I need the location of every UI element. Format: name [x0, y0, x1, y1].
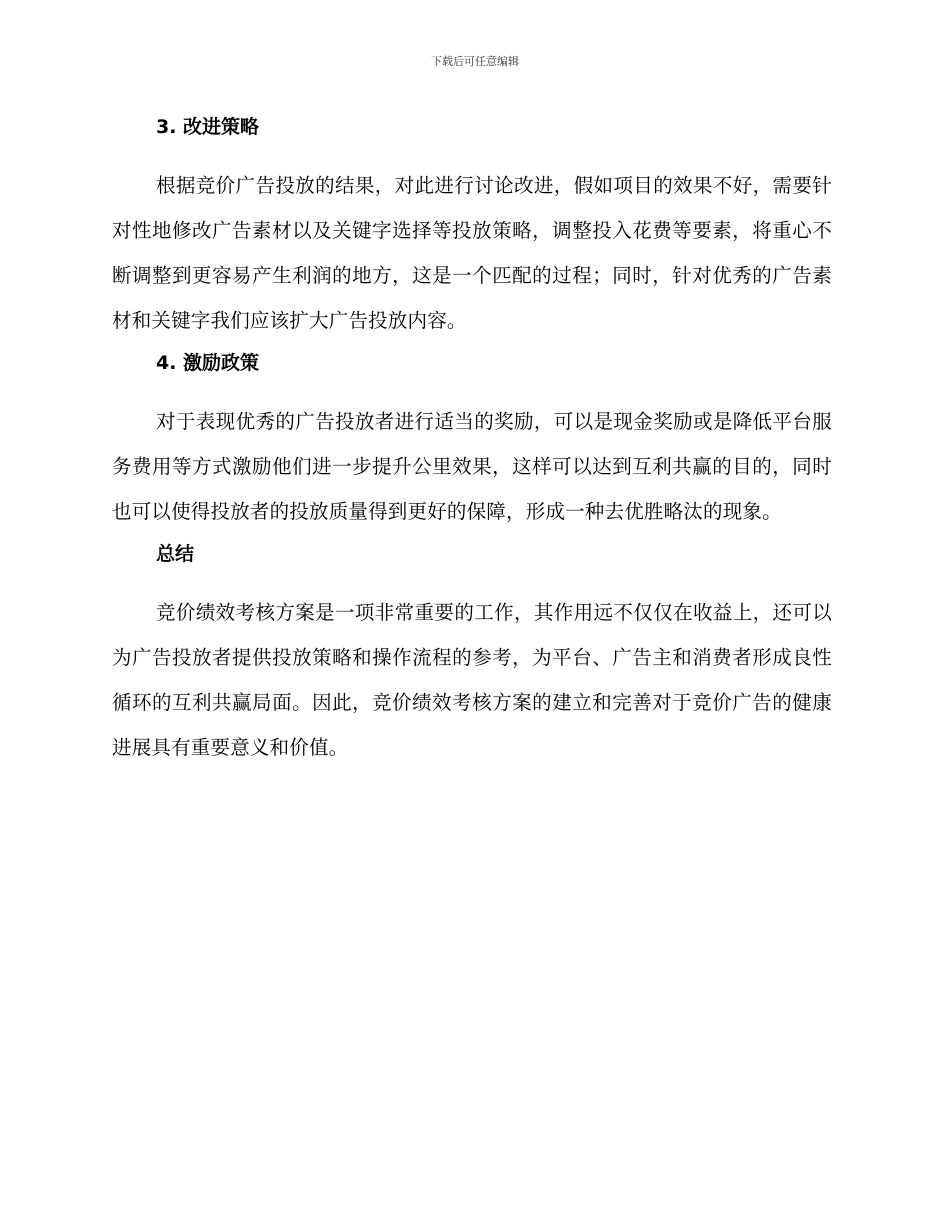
- page-header-note: 下载后可任意编辑: [431, 55, 519, 68]
- section-heading: 4. 激励政策: [156, 352, 260, 374]
- section-incentive-policy: [112, 349, 832, 534]
- document-body: [112, 113, 832, 776]
- section-heading: 3. 改进策略: [156, 116, 260, 138]
- section-paragraph: 对于表现优秀的广告投放者进行适当的奖励，可以是现金奖励或是降低平台服务费用等方式激励他们进一步提升公里效果，这样可以达到互利共赢的目的，同时也可以使得投放者的投放质量得到更好的保障，形成一种去优胜略汰的现象。: [112, 410, 832, 523]
- section-heading: 总结: [156, 543, 195, 565]
- section-paragraph: 竞价绩效考核方案是一项非常重要的工作，其作用远不仅仅在收益上，还可以为广告投放者提供投放策略和操作流程的参考，为平台、广告主和消费者形成良性循环的互利共赢局面。因此，竞价绩效考核方案的建立和完善对于竞价广告的健康进展具有重要意义和价值。: [112, 601, 832, 759]
- section-summary: [112, 540, 832, 770]
- section-improvement-strategy: [112, 113, 832, 343]
- section-paragraph: 根据竞价广告投放的结果，对此进行讨论改进，假如项目的效果不好，需要针对性地修改广告素材以及关键字选择等投放策略，调整投入花费等要素，将重心不断调整到更容易产生利润的地方，这是一个匹配的过程；同时，针对优秀的广告素材和关键字我们应该扩大广告投放内容。: [112, 174, 832, 332]
